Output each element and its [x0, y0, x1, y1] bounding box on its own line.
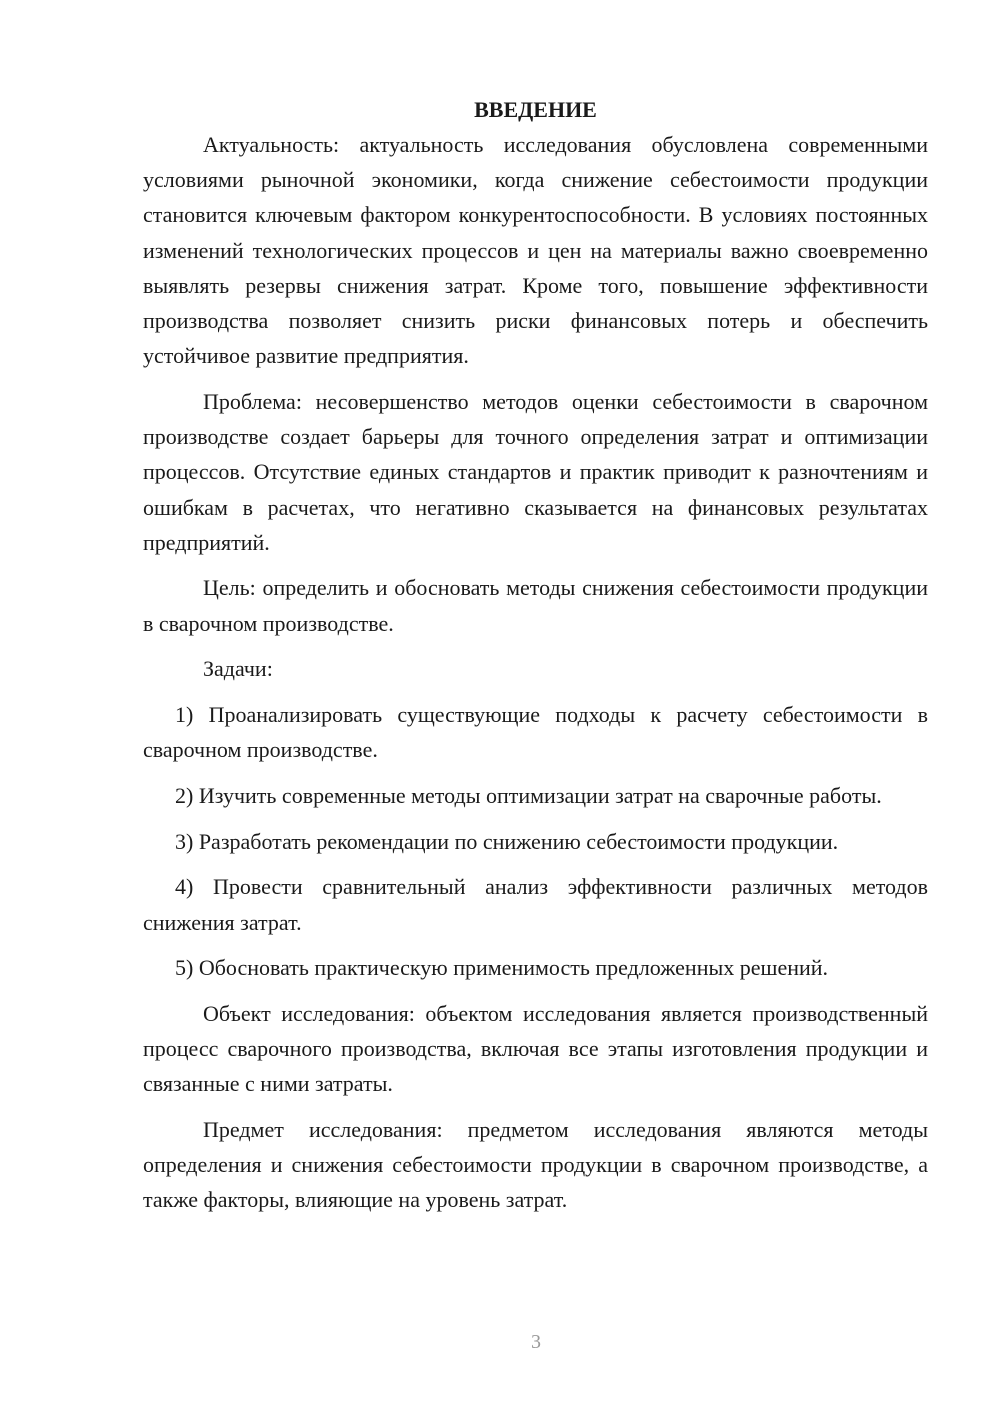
goal-paragraph: Цель: определить и обосновать методы снижения себестоимости продукции в сварочном производстве.	[143, 575, 928, 636]
page-number: 3	[531, 1331, 541, 1353]
task-item: 2) Изучить современные методы оптимизации затрат на сварочные работы.	[175, 782, 882, 808]
tasks-heading: Задачи:	[203, 656, 273, 682]
task-list	[143, 697, 928, 985]
task-item: 4) Провести сравнительный анализ эффективности различных методов снижения затрат.	[143, 874, 928, 935]
object-paragraph: Объект исследования: объектом исследования является производственный процесс сварочного производства, включая все этапы изготовления продукции и связанные с ними затраты.	[143, 1000, 928, 1097]
relevance-paragraph: Актуальность: актуальность исследования обусловлена современными условиями рыночной экономики, когда снижение себестоимости продукции становится ключевым фактором конкурентоспособности. В условиях постоянных изменений технологических процессов и цен на материалы важно своевременно выявлять резервы снижения затрат. Кроме того, повышение эффективности производства позволяет снизить риски финансовых потерь и обеспечить устойчивое развитие предприятия.	[143, 132, 928, 369]
document-page	[143, 92, 928, 1228]
task-item: 5) Обосновать практическую применимость предложенных решений.	[175, 955, 829, 981]
task-item: 3) Разработать рекомендации по снижению себестоимости продукции.	[175, 828, 839, 854]
page-title: ВВЕДЕНИЕ	[474, 97, 597, 122]
task-item: 1) Проанализировать существующие подходы к расчету себестоимости в сварочном производстве.	[143, 702, 928, 763]
problem-paragraph: Проблема: несовершенство методов оценки себестоимости в сварочном производстве создает барьеры для точного определения затрат и оптимизации процессов. Отсутствие единых стандартов и практик приводит к разночтениям и ошибкам в расчетах, что негативно сказывается на финансовых результатах предприятий.	[143, 388, 928, 555]
subject-paragraph: Предмет исследования: предметом исследования являются методы определения и снижения себестоимости продукции в сварочном производстве, а также факторы, влияющие на уровень затрат.	[143, 1117, 928, 1213]
